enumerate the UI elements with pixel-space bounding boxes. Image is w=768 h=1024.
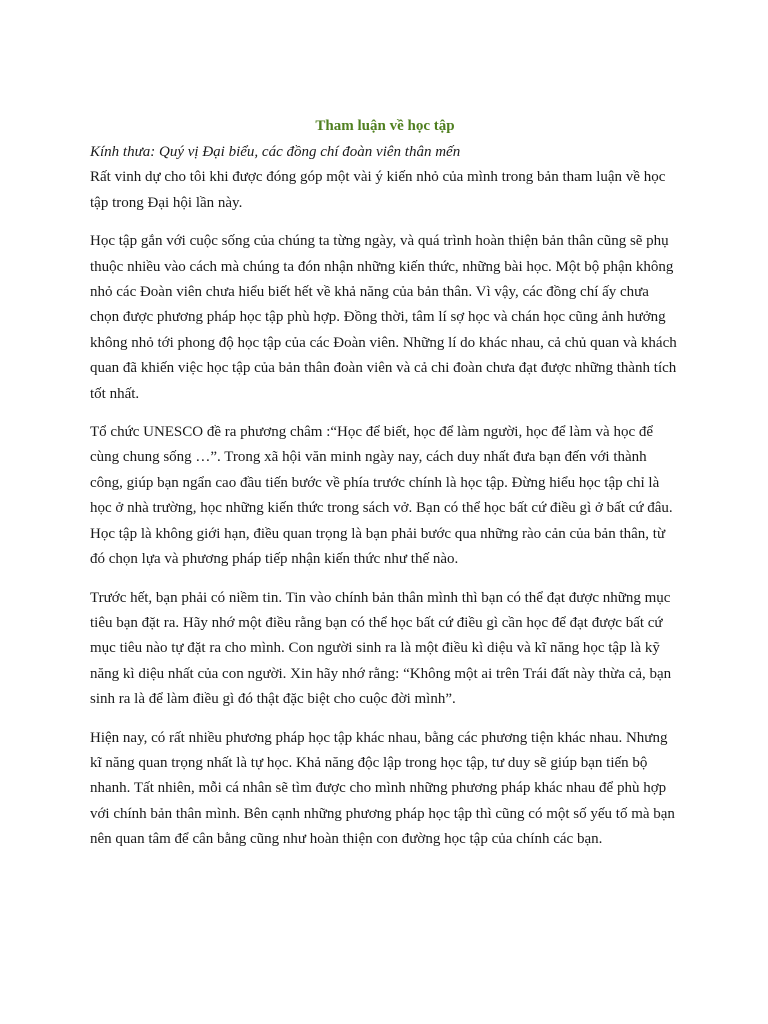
paragraph-5: Hiện nay, có rất nhiều phương pháp học tập khác nhau, bằng các phương tiện khác nhau. Nhưng kĩ năng quan trọng nhất là tự học. Khả năng độc lập trong học tập, tư duy sẽ giúp bạn tiến bộ nhanh. Tất nhiên, mỗi cá nhân sẽ tìm được cho mình những phương pháp khác nhau để phù hợp với chính bản thân mình. Bên cạnh những phương pháp học tập thì cũng có một số yếu tố mà bạn nên quan tâm để cân bằng cũng như hoàn thiện con đường học tập của chính các bạn. <box>90 729 675 848</box>
paragraph-3: Tổ chức UNESCO đề ra phương châm :“Học để biết, học để làm người, học để làm và học để cùng chung sống …”. Trong xã hội văn minh ngày nay, cách duy nhất đưa bạn đến với thành công, giúp bạn ngẩn cao đầu tiến bước về phía trước chính là học tập. Đừng hiểu học tập chỉ là học ở nhà trường, học những kiến thức trong sách vở. Bạn có thể học bất cứ điều gì ở bất cứ đâu. Học tập là không giới hạn, điều quan trọng là bạn phải bước qua những rào cản của bản thân, từ đó chọn lựa và phương pháp tiếp nhận kiến thức như thế nào. <box>90 424 673 568</box>
paragraph-2: Học tập gắn với cuộc sống của chúng ta từng ngày, và quá trình hoàn thiện bản thân cũng sẽ phụ thuộc nhiều vào cách mà chúng ta đón nhận những kiến thức, những bài học. Một bộ phận không nhỏ các Đoàn viên chưa hiểu biết hết về khả năng của bản thân. Vì vậy, các đồng chí ấy chưa chọn được phương pháp học tập phù hợp. Đồng thời, tâm lí sợ học và chán học cũng ảnh hưởng không nhỏ tới phong độ học tập của các Đoàn viên. Những lí do khác nhau, cả chủ quan và khách quan đã khiến việc học tập của bản thân đoàn viên và cả chi đoàn chưa đạt được những thành tích tốt nhất. <box>90 233 677 402</box>
paragraph-1: Rất vinh dự cho tôi khi được đóng góp một vài ý kiến nhỏ của mình trong bản tham luận về học tập trong Đại hội lần này. <box>90 169 666 211</box>
paragraph-4: Trước hết, bạn phải có niềm tin. Tin vào chính bản thân mình thì bạn có thể đạt được những mục tiêu bạn đặt ra. Hãy nhớ một điều rằng bạn có thể học bất cứ điều gì cần học để đạt được bất cứ mục tiêu nào tự đặt ra cho mình. Con người sinh ra là một điều kì diệu và kĩ năng học tập là kỹ năng kì diệu nhất của con người. Xin hãy nhớ rằng: “Không một ai trên Trái đất này thừa cả, bạn sinh ra là để làm điều gì đó thật đặc biệt cho cuộc đời mình”. <box>90 589 672 708</box>
salutation: Kính thưa: Quý vị Đại biểu, các đồng chí đoàn viên thân mến <box>90 144 461 160</box>
document-title: Tham luận về học tập <box>315 118 455 134</box>
document-page <box>90 116 680 866</box>
